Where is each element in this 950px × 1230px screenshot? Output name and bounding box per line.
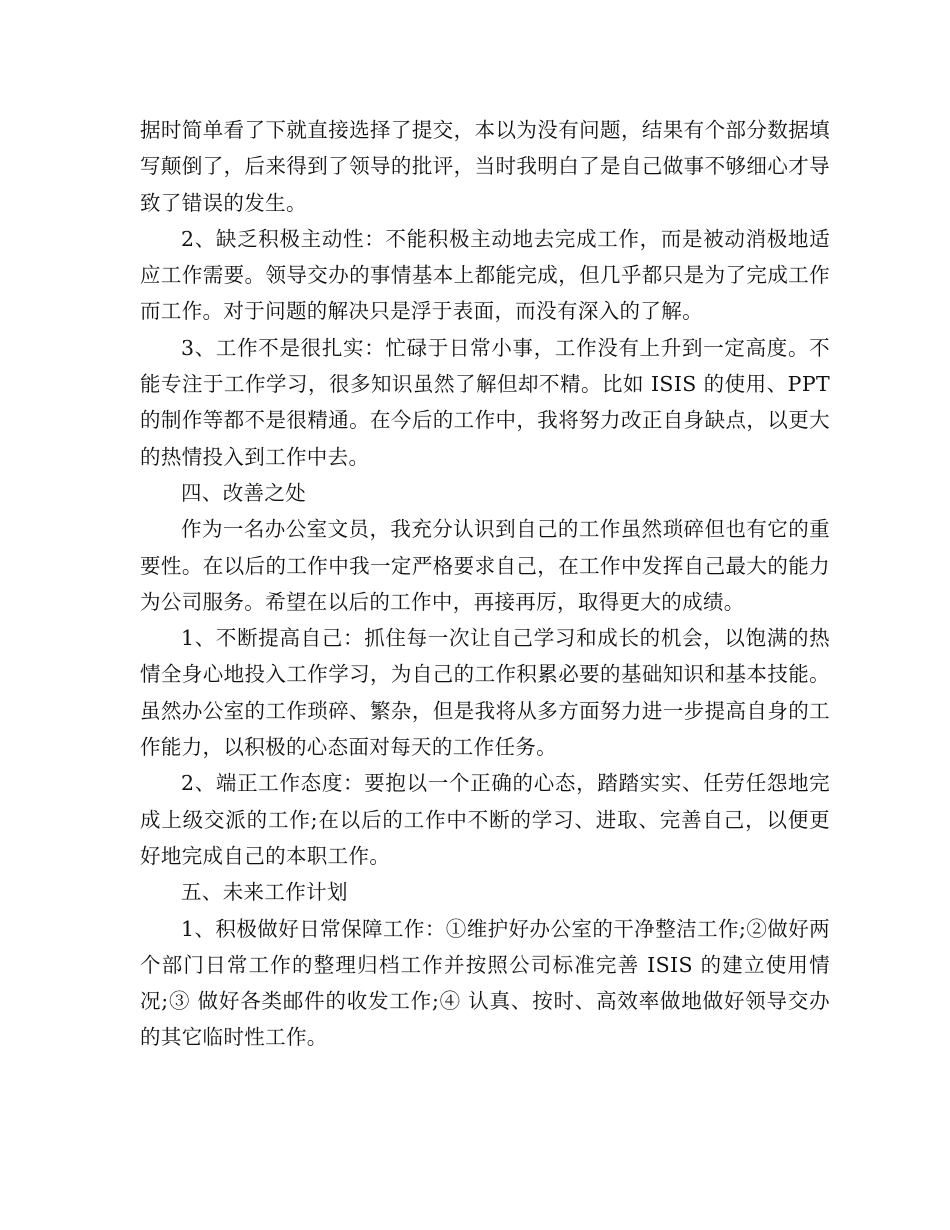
paragraph-work-attitude: 2、端正工作态度：要抱以一个正确的心态，踏踏实实、任劳任怨地完成上级交派的工作;在以后的工作中不断的学习、进取、完善自己，以便更好地完成自己的本职工作。 bbox=[140, 771, 830, 868]
paragraph-improvement-intro: 作为一名办公室文员，我充分认识到自己的工作虽然琐碎但也有它的重要性。在以后的工作中我一定严格要求自己，在工作中发挥自己最大的能力为公司服务。希望在以后的工作中，再接再厉，取得更大的成绩。 bbox=[140, 517, 830, 614]
paragraph-not-solid: 3、工作不是很扎实：忙碌于日常小事，工作没有上升到一定高度。不能专注于工作学习，很多知识虽然了解但却不精。比如 ISIS 的使用、PPT 的制作等都不是很精通。在今后的工作中，我将努力改正自身缺点，以更大的热情投入到工作中去。 bbox=[140, 335, 830, 469]
paragraph-daily-support: 1、积极做好日常保障工作：①维护好办公室的干净整洁工作;②做好两个部门日常工作的整理归档工作并按照公司标准完善 ISIS 的建立使用情况;③ 做好各类邮件的收发工作;④ 认真、按时、高效率做地做好领导交办的其它临时性工作。 bbox=[140, 916, 830, 1050]
section-heading-improvement: 四、改善之处 bbox=[181, 480, 307, 505]
document-body bbox=[140, 112, 830, 1056]
paragraph-continued: 据时简单看了下就直接选择了提交，本以为没有问题，结果有个部分数据填写颠倒了，后来得到了领导的批评，当时我明白了是自己做事不够细心才导致了错误的发生。 bbox=[140, 118, 830, 215]
paragraph-self-improvement: 1、不断提高自己：抓住每一次让自己学习和成长的机会，以饱满的热情全身心地投入工作学习，为自己的工作积累必要的基础知识和基本技能。虽然办公室的工作琐碎、繁杂，但是我将从多方面努力进一步提高自身的工作能力，以积极的心态面对每天的工作任务。 bbox=[140, 626, 830, 760]
section-heading-future-plan: 五、未来工作计划 bbox=[181, 880, 348, 905]
paragraph-lack-initiative: 2、缺乏积极主动性：不能积极主动地去完成工作，而是被动消极地适应工作需要。领导交办的事情基本上都能完成，但几乎都只是为了完成工作而工作。对于问题的解决只是浮于表面，而没有深入的了解。 bbox=[140, 226, 830, 324]
